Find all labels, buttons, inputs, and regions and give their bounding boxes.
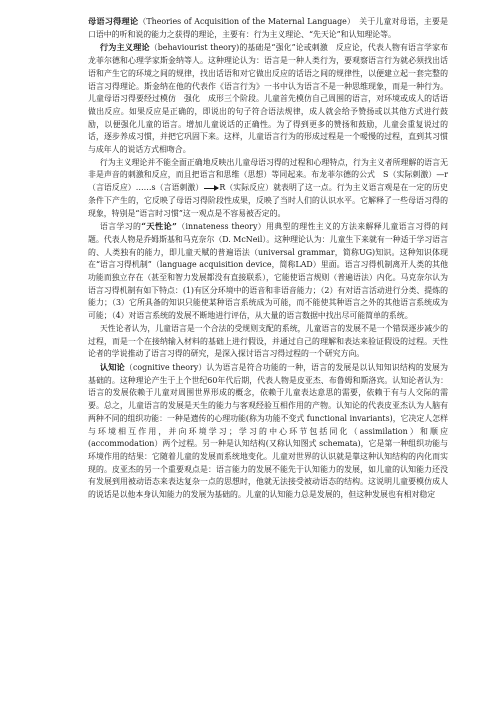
paragraph-text: （innateness theory）用典型的理性主义的方法来解释儿童语言习得的问题。代表人物是乔姆斯基和马克奈尔（D. McNeil）。这种理论认为：儿童生下来就有一种适于学习语言的、人类独有的能力，即儿童天赋的普遍语法（universal grammar，简称UG)知识。这种知识体现在“语言习得机制”（language acquisition device，简称LAD）里面。语言习得机制离开人类的其他功能而独立存在（甚至和智力发展都没有直接联系），它能使语言规则（普遍语法）内化。马克奈尔认为语言习得机制有如下特点：(1)有区分环境中的语音和非语音能力；（2）有对语言活动进行分类、提炼的能力；（3）它所具备的知识只能使某种语言系统成为可能，而不能使其种语言之外的其他语言系统成为可能；（4）对语言系统的发展不断地进行评估，从大量的语言数据中找出尽可能简单的系统。 bbox=[88, 222, 448, 321]
paragraph-text: （Theories of Acquisition of the Maternal Language） 关于儿童对母语，主要是口语中的听和说的能力之获得的理论，主要有：行为主义理论、“先天论”和认知理论等。 bbox=[88, 17, 448, 39]
arrow-right-icon bbox=[204, 188, 218, 189]
paragraph-text: 语言学习的 bbox=[99, 222, 142, 232]
paragraph-text: （behaviourist theory)的基础是“强化”论或刺激 反应论，代表人物有语言学家布龙菲尔德和心理学家斯金纳等人。这种理论认为：语言是一种人类行为，要观察语言行为就必须找出话语和产生它的环境之间的规律，找出话语和对它做出反应的话语之间的规律性，以便建立起一套完整的语言习得理论。斯金纳在他的代表作《语言行为》一书中认为语言不是一种思维现象，而是一种行为。儿童母语习得要经过模仿 强化 成形三个阶段。儿童首先模仿自己周围的语言，对环境或成人的话语做出反应。如果反应是正确的，即说出的句子符合语法规律，成人就会给予赞扬或以其他方式进行鼓励，以便强化儿童的语言。增加儿童说话的正确性。为了得到更多的赞扬和鼓励，儿童会重复说过的话，逐步养成习惯，并把它巩固下来。这样，儿童语言行为的形成过程是一个嗳慢的过程，直到其习惯与成年人的说话方式相吻合。 bbox=[88, 43, 448, 155]
term-cognitive: 认知论 bbox=[99, 361, 125, 372]
paragraph-behaviorist-critique bbox=[88, 157, 448, 221]
document-body bbox=[88, 15, 448, 502]
term-maternal-acquisition: 母语习得理论 bbox=[88, 16, 139, 26]
paragraph-text: 行为主义理论并不能全面正确地反映出儿童母语习得的过程和心理特点，行为主义者所理解的语言无非是声音的刺激和反应，而且把语言和思维（思想）等同起来。布龙菲尔德的公式 S（实际刺激）—r（言语反应）……s（言语刺激） bbox=[88, 157, 448, 193]
term-innateness: “天性论” bbox=[141, 221, 177, 232]
paragraph-text: （cognitive theory）认为语言是符合功能的一种，语言的发展是以认知知识结构的发展为基础的。这种理论产生于上个世纪60年代后期，代表人物是皮亚杰、布鲁姆和斯洛宾。认知论者认为：语言的发展依赖于儿童对周围世界形成的概念，依赖于儿童表达意思的需要，依赖于有与人交际的需要。总之，儿童语言的发展是天生的能力与客观经验互相作用的产物。认知论的代表皮亚杰认为人脑有两种不同的组织功能：一种是遗传的心理功能(称为功能不变式 functional invariants)，它决定人怎样与环境相互作用，并向环境学习；学习的中心环节包括同化（assimilation）和顺应(accommodation）两个过程。另一种是认知结构(又称认知图式 schemata)，它是第一种组织功能与环境作用的结果：它随着儿童的发展而系统地变化。儿童对世界的认识就是靠这种认知结构的内化而实现的。皮亚杰的另一个重要观点是：语言能力的发展不能先于认知能力的发展，如儿童的认知能力还没有发展到用被动语态来表达复杂一点的思想时，他就无法接受被动语态的结构。这说明儿童要模仿成人的说话是以他本身认知能力的发展为基础的。儿童的认知能力总是发展的，但这种发展也有相对稳定 bbox=[88, 362, 448, 500]
paragraph-intro bbox=[88, 15, 448, 41]
term-behaviorist: 行为主义理论 bbox=[99, 42, 150, 53]
paragraph-behaviorist bbox=[88, 41, 448, 156]
paragraph-cognitive bbox=[88, 361, 448, 502]
paragraph-innateness bbox=[88, 220, 448, 323]
paragraph-text: R（实际反应）就表明了这一点。行为主义语言观是在一定的历史条件下产生的，它反映了母语习得阶段性成果，反映了当时人们的认识水平。它解释了一些母语习得的现象，特别是“语言时习惯”这一观点是不容易被否定的。 bbox=[88, 183, 448, 218]
paragraph-innateness-2 bbox=[88, 323, 448, 361]
paragraph-text: 天性论者认为，儿童语言是一个合法的受规则支配的系统，儿童语言的发展不是一个错误逐步减少的过程，而是一个在接纳输入材料的基础上进行假设，并通过自己的理解和表达来验证假设的过程。天性论者的学说推动了语言习得的研究，是深入探讨语言习得过程的一个研究方向。 bbox=[88, 323, 448, 359]
